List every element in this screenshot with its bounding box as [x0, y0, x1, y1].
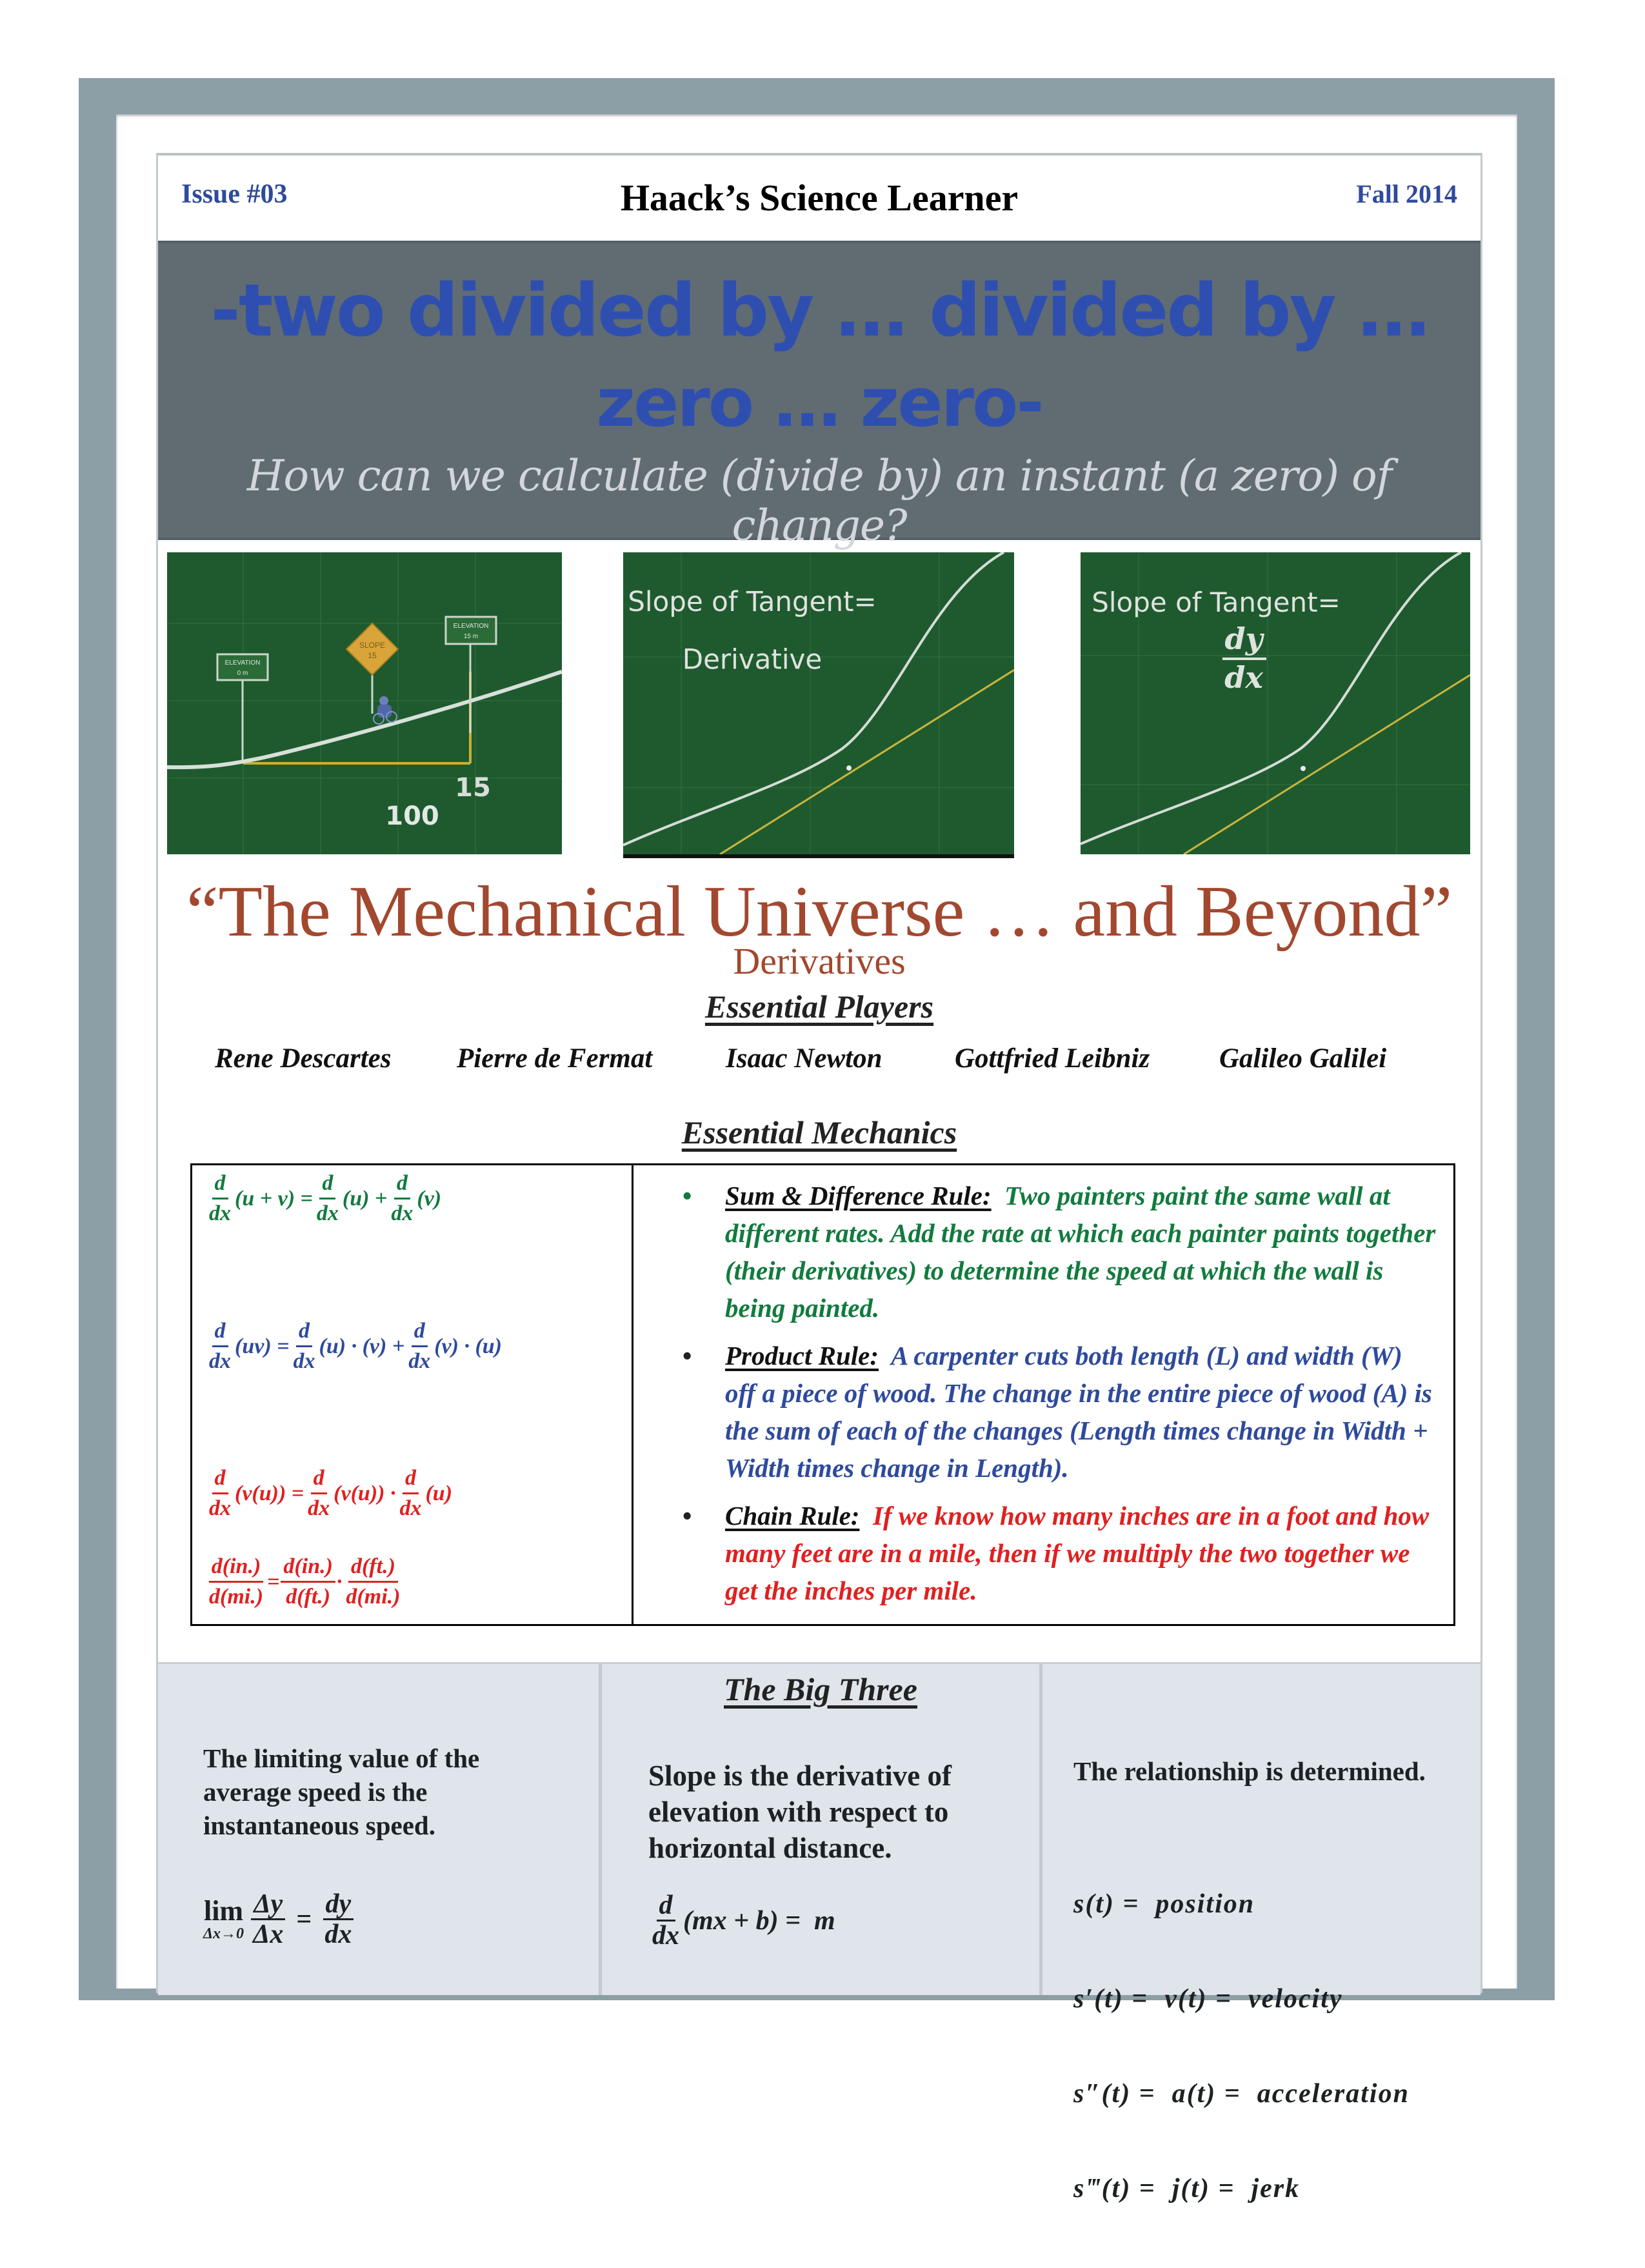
tangent-derivative-illustration [623, 552, 1014, 854]
rule-sum-difference [663, 1177, 1437, 1327]
formula-part: · [336, 1569, 343, 1594]
frac-num: d [212, 1317, 228, 1347]
frac-num: dy [323, 1890, 354, 1920]
frac-den: dx [209, 1496, 231, 1520]
big-three-section [158, 1662, 1480, 2203]
limit-formula [203, 1890, 355, 1949]
formula-part: (u) · (v) + [319, 1334, 405, 1358]
issue-number: Issue #03 [181, 179, 288, 209]
slope-sign-illustration [167, 552, 562, 854]
formula-part: (u) + [342, 1186, 388, 1210]
formula-part: (u) [425, 1481, 453, 1505]
newsletter [156, 153, 1482, 2203]
mechanics-heading [158, 1114, 1480, 1151]
formula-part: = [267, 1569, 280, 1594]
frac-num: d [412, 1317, 428, 1347]
right-sign-line-2: 15 m [463, 633, 479, 640]
frac-num: d [296, 1317, 312, 1347]
mechanics-table [190, 1163, 1455, 1626]
rule-text: A carpenter cuts both length (L) and width (W) off a piece of wood. The change in the entire piece of wood (A) is the sum of each of the changes (Length times change in Width + Width times change in Length). [725, 1341, 1432, 1483]
frac-den: d(mi.) [346, 1585, 401, 1609]
run-label: 100 [385, 801, 439, 831]
formula-part: (mx + b) = m [683, 1905, 835, 1936]
kinematics-list [1073, 1825, 1410, 2268]
kinematics-line: s′(t) = v(t) = velocity [1073, 1984, 1343, 2014]
bullet: • [683, 1501, 692, 1530]
player-name: Rene Descartes [215, 1043, 392, 1074]
sum-rule-formula [205, 1169, 441, 1228]
rule-name: Sum & Difference Rule: [725, 1181, 992, 1210]
formula-part: (uv) = [235, 1334, 290, 1358]
player-name: Pierre de Fermat [457, 1043, 653, 1074]
tangent-label-1: Slope of Tangent= [628, 585, 877, 618]
left-sign-line-2: 0 m [237, 670, 248, 677]
rules-list [663, 1177, 1437, 1620]
banner [158, 241, 1480, 550]
players-heading-text: Essential Players [704, 988, 934, 1025]
formula-part: (v(u)) = [235, 1481, 304, 1505]
lim-label: lim [203, 1894, 244, 1927]
frac-den: d(mi.) [209, 1585, 264, 1609]
banner-line-2: zero … zero- [596, 363, 1042, 442]
chain-rule-formula [205, 1464, 452, 1523]
frac-num: d [657, 1891, 675, 1922]
player-name: Gottfried Leibniz [955, 1043, 1150, 1074]
slope-sign-image [167, 552, 562, 854]
kinematics-line: s(t) = position [1073, 1889, 1255, 1919]
rule-chain [663, 1497, 1437, 1609]
newsletter-title: Haack’s Science Learner [620, 177, 1019, 219]
big-three-heading-text: The Big Three [724, 1671, 917, 1707]
rise-label: 15 [455, 773, 491, 803]
dx-denominator: dx [1224, 660, 1263, 695]
formula-part: (v) [417, 1186, 442, 1210]
left-sign-line-1: ELEVATION [224, 659, 261, 667]
frac-den: dx [308, 1496, 330, 1520]
bullet: • [683, 1341, 692, 1370]
frac-num: d(ft.) [348, 1552, 398, 1583]
player-name: Isaac Newton [726, 1043, 882, 1074]
tangent-dydx-label: Slope of Tangent= [1092, 587, 1341, 618]
frac-den: dx [408, 1349, 431, 1373]
formula-part: (u + v) = [235, 1186, 313, 1210]
formula-part: (v) · (u) [434, 1334, 502, 1358]
rule-text: If we know how many inches are in a foot and how many feet are in a mile, then if we multiply the two together we get the inches per mile. [725, 1501, 1430, 1605]
frac-num: d(in.) [281, 1552, 335, 1583]
big-three-column-1 [158, 1664, 602, 1995]
bullet: • [683, 1181, 692, 1210]
table-divider [632, 1165, 633, 1624]
episode-subtitle: Derivatives [733, 940, 906, 982]
kinematics-line: s‴(t) = j(t) = jerk [1073, 2174, 1301, 2203]
kinematics-line: s″(t) = a(t) = acceleration [1073, 2079, 1410, 2109]
slope-description: Slope is the derivative of elevation with respect to horizontal distance. [648, 1760, 952, 1864]
tangent-label-2: Derivative [682, 643, 822, 676]
frac-den: dx [399, 1496, 422, 1520]
frac-den: Δx [253, 1920, 284, 1949]
players-list [158, 1043, 1480, 1081]
tangent-derivative-image [623, 552, 1014, 858]
frac-num: d [319, 1169, 335, 1199]
frac-den: dx [652, 1921, 679, 1951]
slope-sign-line-1: SLOPE [359, 641, 386, 650]
rule-product [663, 1337, 1437, 1487]
frac-num: d [212, 1464, 228, 1494]
tangent-dydx-illustration [1081, 552, 1470, 854]
mechanics-heading-text: Essential Mechanics [681, 1114, 957, 1150]
units-chain-formula [205, 1552, 404, 1611]
relationship-description: The relationship is determined. [1073, 1756, 1426, 1786]
frac-den: dx [209, 1349, 231, 1373]
big-three-column-3 [1042, 1664, 1480, 2203]
limit-description: The limiting value of the average speed is the instantaneous speed. [203, 1743, 480, 1840]
rule-name: Chain Rule: [725, 1501, 860, 1530]
frac-den: dx [293, 1349, 315, 1373]
issue-season: Fall 2014 [1356, 179, 1457, 208]
masthead-row [158, 156, 1480, 241]
frac-num: d [311, 1464, 327, 1494]
equals-sign: = [296, 1904, 312, 1934]
lim-subscript: Δx→0 [203, 1925, 244, 1942]
frac-den: d(ft.) [286, 1585, 331, 1609]
frac-den: dx [209, 1201, 231, 1225]
banner-line-1: -two divided by … divided by … [210, 269, 1428, 353]
product-rule-formula [205, 1317, 502, 1376]
frac-num: d [403, 1464, 419, 1494]
slope-sign-line-2: 15 [368, 651, 377, 660]
formula-part: (v(u)) · [334, 1481, 396, 1505]
banner-question: How can we calculate (divide by) an instant (a zero) of change? [246, 451, 1392, 550]
tangent-dydx-image [1081, 552, 1470, 854]
frac-num: Δy [251, 1890, 285, 1920]
frac-num: d [212, 1169, 228, 1199]
rule-text: Two painters paint the same wall at different rates. Add the rate at which each painter paints together (their derivatives) to determine the speed at which the wall is being painted. [725, 1181, 1436, 1323]
frac-den: dx [391, 1201, 414, 1225]
dy-numerator: dy [1224, 621, 1263, 656]
big-three-heading [602, 1671, 1039, 1708]
players-heading [158, 988, 1480, 1025]
rule-name: Product Rule: [725, 1341, 879, 1370]
slope-formula [648, 1891, 835, 1950]
big-three-column-2 [602, 1664, 1042, 1995]
frac-num: d(in.) [209, 1552, 264, 1583]
right-sign-line-1: ELEVATION [453, 623, 489, 630]
frac-den: dx [324, 1920, 352, 1949]
frac-num: d [394, 1169, 410, 1199]
frac-den: dx [316, 1201, 339, 1225]
player-name: Galileo Galilei [1219, 1043, 1387, 1074]
episode-title: “The Mechanical Universe … and Beyond” [186, 872, 1453, 952]
